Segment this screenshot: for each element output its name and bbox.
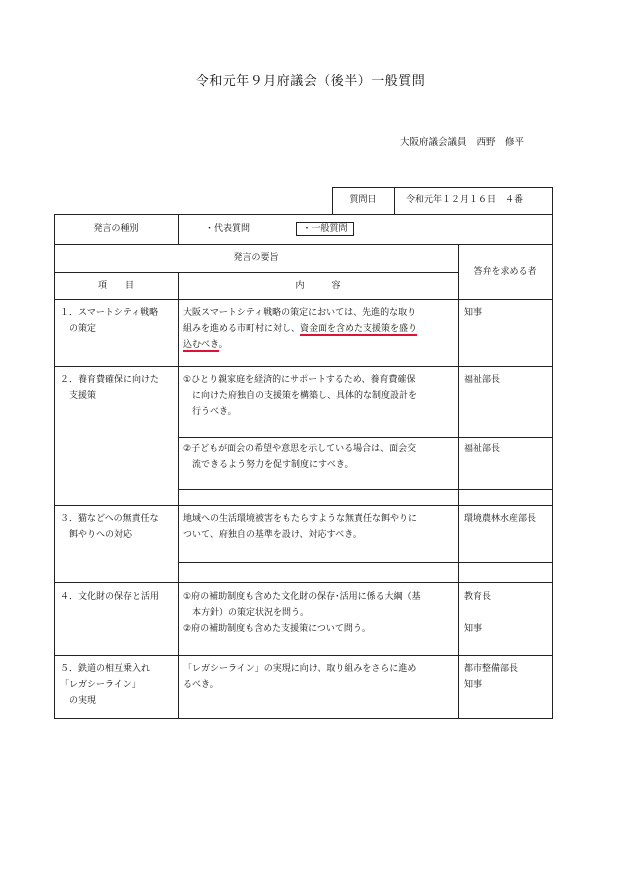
row1-content: 大阪スマートシティ戦略の策定においては、先進的な取り 組みを進める市町村に対し、資金面を含めた支援策を盛り 込むべき。: [183, 308, 418, 350]
content-header: 内 容: [295, 281, 341, 291]
row5-item: ５．鉄道の相互乗入れ 「レガシーライン」 の実現: [60, 664, 151, 706]
row4-item: ４．文化財の保存と活用: [60, 592, 160, 602]
document-title: 令和元年９月府議会（後半）一般質問: [195, 74, 426, 89]
author-name: 西野 修平: [476, 137, 525, 148]
row3-content: 地域への生活環境被害をもたらすような無責任な餌やりに ついて、府独自の基準を設け、対応すべき。: [183, 514, 418, 540]
respondent-header: 答弁を求める者: [473, 267, 537, 277]
row2-item: ２．養育費確保に向けた 支援策: [60, 375, 160, 401]
row2-content-1: ①ひとり親家庭を経済的にサポートするため、養育費確保 に向けた府独自の支援策を構築し、具体的な制度設計を 行うべき。: [183, 375, 418, 417]
date-label: 質問日: [349, 195, 377, 205]
highlight-underline: 込むべき: [183, 340, 219, 350]
date-value: 令和元年１２月１６日 ４番: [406, 195, 524, 205]
author-line: [400, 134, 524, 148]
row2-respondent-1: 福祉部長: [464, 375, 501, 385]
row4-content: ①府の補助制度も含めた文化財の保存･活用に係る大綱（基 本方針）の策定状況を問う。 ②府の補助制度も含めた支援策について問う。: [183, 592, 421, 634]
author-role: 大阪府議会議員: [400, 137, 467, 148]
row2-respondent-2: 福祉部長: [464, 444, 501, 454]
row2-content-2: ②子どもが面会の希望や意思を示している場合は、面会交 流できるよう努力を促す制度にすべき。: [183, 444, 417, 470]
row4-respondent: 教育長 知事: [464, 592, 492, 634]
speech-type-general-selected: ・一般質問: [296, 222, 354, 236]
highlight-underline: 資金面を含めた支援策を盛り: [300, 324, 418, 334]
row3-respondent: 環境農林水産部長: [464, 514, 537, 524]
row1-respondent: 知事: [464, 308, 483, 318]
row1-item: １．スマートシティ戦略 の策定: [60, 308, 159, 334]
speech-type-label: 発言の種別: [93, 224, 139, 234]
summary-header: 発言の要旨: [233, 253, 279, 263]
item-header: 項 目: [97, 281, 134, 291]
speech-type-representative: ・代表質問: [205, 224, 251, 234]
row5-respondent: 都市整備部長 知事: [464, 664, 519, 690]
row3-item: ３．猫などへの無責任な 餌やりへの対応: [60, 514, 159, 540]
row5-content: 「レガシーライン」の実現に向け、取り組みをさらに進め るべき。: [183, 664, 417, 690]
